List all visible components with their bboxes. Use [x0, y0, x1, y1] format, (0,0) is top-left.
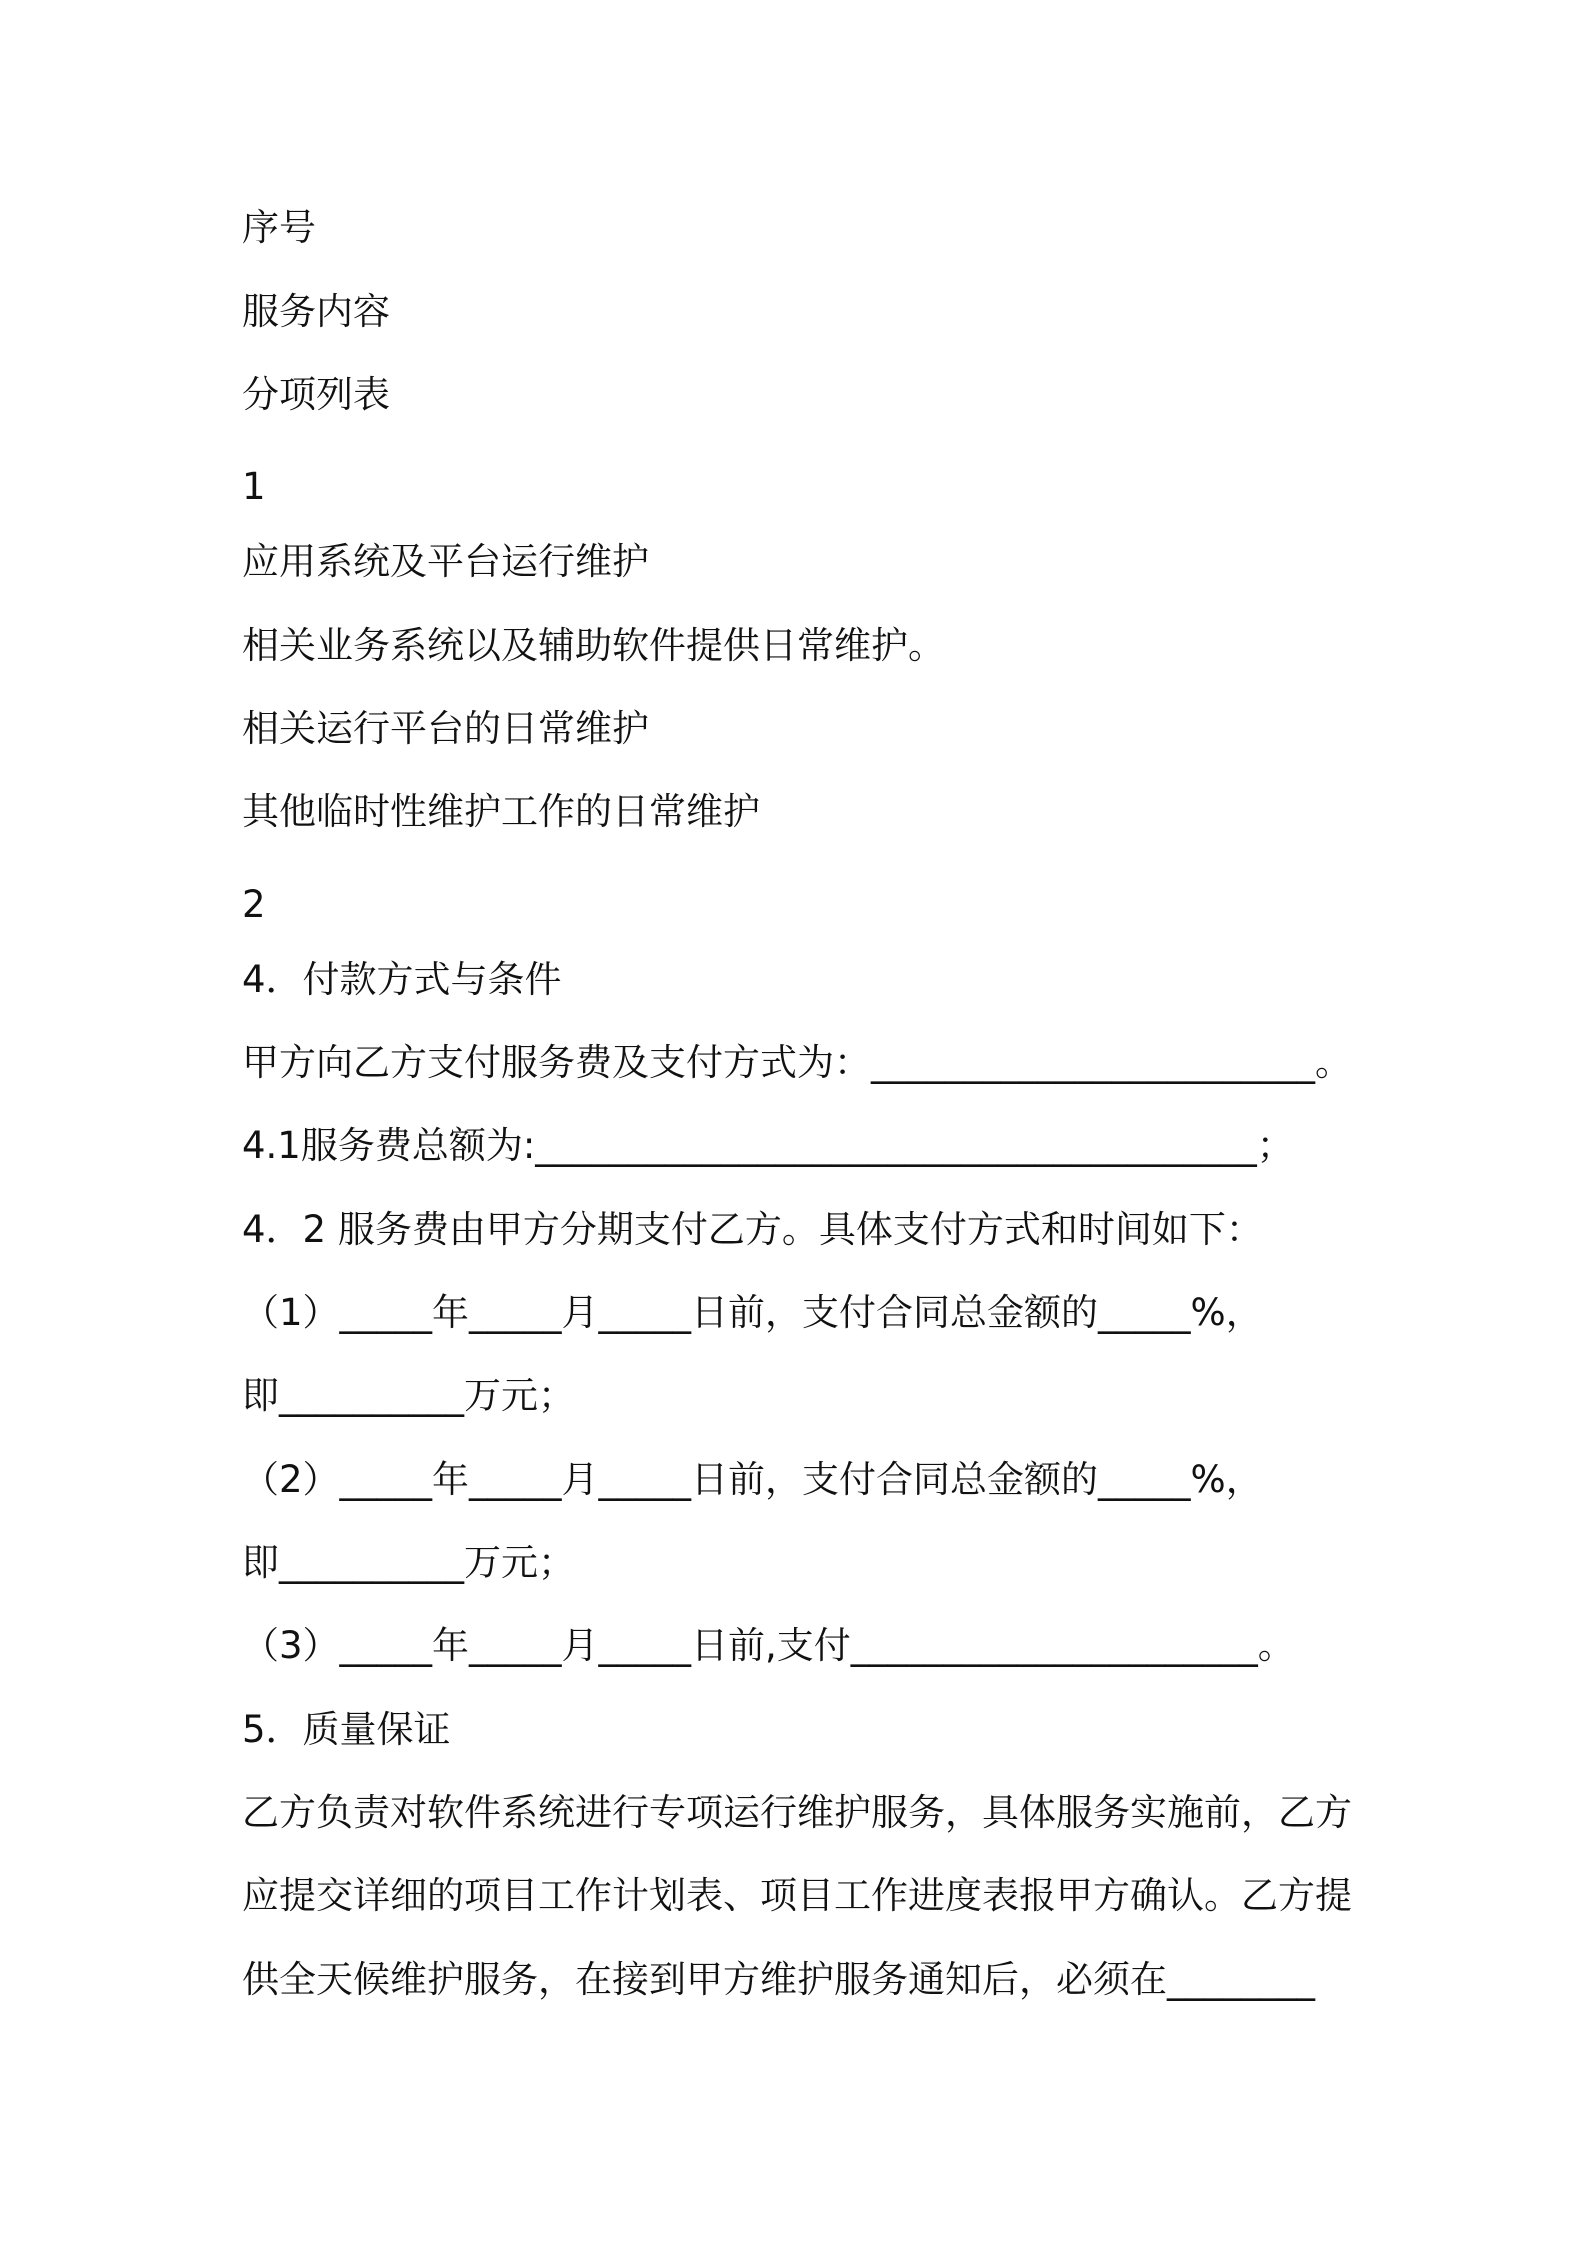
section4-title: 4．付款方式与条件 — [242, 958, 562, 1001]
row1-service-content: 应用系统及平台运行维护 — [242, 540, 649, 583]
installment-2-line-2: 即__________万元； — [242, 1541, 575, 1584]
installment-2-line-1: （2）_____年_____月_____日前，支付合同总金额的_____%， — [242, 1458, 1263, 1501]
row-number-1: 1 — [242, 465, 266, 508]
section4-intro: 甲方向乙方支付服务费及支付方式为：________________________。 — [242, 1041, 1352, 1084]
table-header-serial: 序号 — [242, 206, 316, 249]
section5-paragraph-line-2: 应提交详细的项目工作计划表、项目工作进度表报甲方确认。乙方提 — [242, 1874, 1352, 1917]
row-number-2: 2 — [242, 883, 266, 926]
installment-1-line-2: 即__________万元； — [242, 1374, 575, 1417]
section5-paragraph-line-3: 供全天候维护服务，在接到甲方维护服务通知后，必须在________ — [242, 1958, 1315, 2001]
installment-3: （3）_____年_____月_____日前,支付______________________。 — [242, 1624, 1295, 1667]
clause-4-1: 4.1服务费总额为:_______________________________________； — [242, 1124, 1294, 1167]
row1-item-2: 相关运行平台的日常维护 — [242, 707, 649, 750]
table-header-service: 服务内容 — [242, 290, 390, 333]
row1-item-1: 相关业务系统以及辅助软件提供日常维护。 — [242, 624, 945, 667]
row1-item-3: 其他临时性维护工作的日常维护 — [242, 790, 760, 833]
section5-title: 5．质量保证 — [242, 1708, 451, 1751]
table-header-items: 分项列表 — [242, 373, 390, 416]
installment-1-line-1: （1）_____年_____月_____日前，支付合同总金额的_____%， — [242, 1291, 1263, 1334]
section5-paragraph-line-1: 乙方负责对软件系统进行专项运行维护服务，具体服务实施前，乙方 — [242, 1791, 1352, 1834]
clause-4-2: 4．2 服务费由甲方分期支付乙方。具体支付方式和时间如下： — [242, 1208, 1263, 1251]
